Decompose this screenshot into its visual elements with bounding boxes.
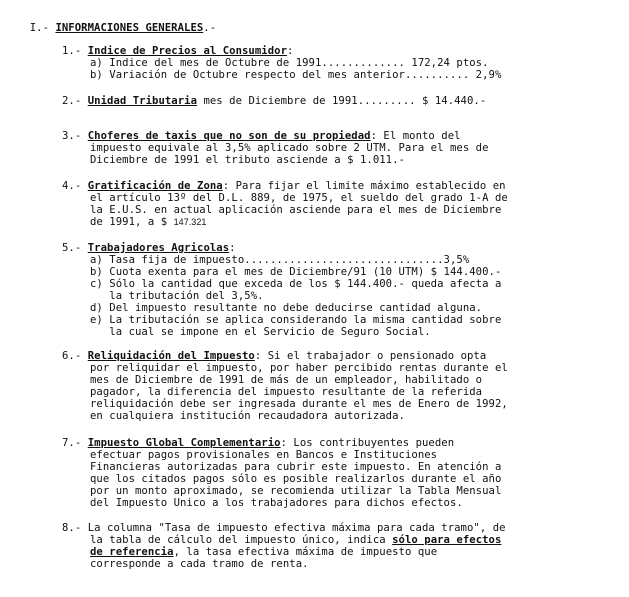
emphasis-text: sólo para efectos [392, 534, 502, 546]
item-title: Reliquidación del Impuesto [87, 350, 255, 362]
handwritten-amount: 147.321 [173, 217, 207, 227]
item-2: 2.- Unidad Tributaria mes de Diciembre de 1991......... $ 14.440.- [62, 95, 487, 107]
document-page: I.- INFORMACIONES GENERALES.- 1.- Indice de Precios al Consumidor: a) Indice del mes de Octubre de 1991............. 172,24 ptos. b) Variación de Octubre respecto del mes anterior.......... 2,9% 2.- Unidad Tributaria mes de Diciembre de 1991......... $ 14.440.- 3.- Choferes de taxis que no son de su propiedad: El monto del impuesto equivale al 3,5% aplicado sobre 2 UTM. Para el mes de Diciembre de 1991 el tributo asciende a $ 1.011.- 4.- Gratificación de Zona: Para fijar el limite máximo establecido en el artículo 13º del D.L. 889, de 1975, el sueldo del grado 1-A de la E.U.S. en actual aplicación asciende para el mes de Diciembre de 1991, a $ 147.321 5.- Trabajadores Agricolas: a) Tasa fija de impuesto...............................3,5% b) Cuota exenta para el mes de Diciembre/91 (10 UTM) $ 144.400.- c) Sólo la cantidad que exceda de los $ 144.400.- queda afecta a la tributación del 3,5%. d) Del impuesto resultante no debe deducirse cantidad alguna. e) La tributación se aplica considerando la misma cantidad sobre la cual se impone en el Servicio de Seguro Social. 6.- Reliquidación del Impuesto: Si el trabajador o pensionado opta por reliquidar el impuesto, por haber percibido rentas durante el mes de Diciembre de 1991 de más de un empleador, habilitado o pagador, la diferencia del impuesto resultante de la referida reliquidación debe ser ingresada durante el mes de Enero de 1992, en cualquiera institución recaudadora autorizada. 7.- Impuesto Global Complementario: Los contribuyentes pueden efectuar pagos provisionales en Bancos e Instituciones Financieras autorizadas para cubrir este impuesto. En atención a que los citados pagos sólo es posible realizarlos durante el año por un monto aproximado, se recomienda utilizar la Tabla Mensual del Impuesto Unico a los trabajadores para dichos efectos. 8.- La columna "Tasa de impuesto efectiva máxima para cada tramo", de la tabla de cálculo del impuesto único, indica sólo para efectos de referencia, la tasa efectiva máxima de impuesto que corresponde a cada tramo de renta. [0, 0, 629, 597]
item-line: a) Indice del mes de Octubre de 1991............. 172,24 ptos. [90, 57, 489, 69]
item-title: Gratificación de Zona [87, 180, 223, 192]
item-title: Indice de Precios al Consumidor [87, 45, 288, 57]
item-title: Unidad Tributaria [87, 95, 198, 107]
emphasis-text: de referencia [90, 546, 174, 558]
section-title: INFORMACIONES GENERALES [55, 22, 204, 34]
item-line: b) Variación de Octubre respecto del mes anterior.......... 2,9% [90, 69, 502, 81]
item-title: Impuesto Global Complementario [87, 437, 281, 449]
section-number: I.- [29, 22, 50, 34]
item-title: Trabajadores Agricolas [87, 242, 230, 254]
section-heading: I.- INFORMACIONES GENERALES.- [29, 22, 217, 34]
item-title: Choferes de taxis que no son de su propiedad [87, 130, 371, 142]
